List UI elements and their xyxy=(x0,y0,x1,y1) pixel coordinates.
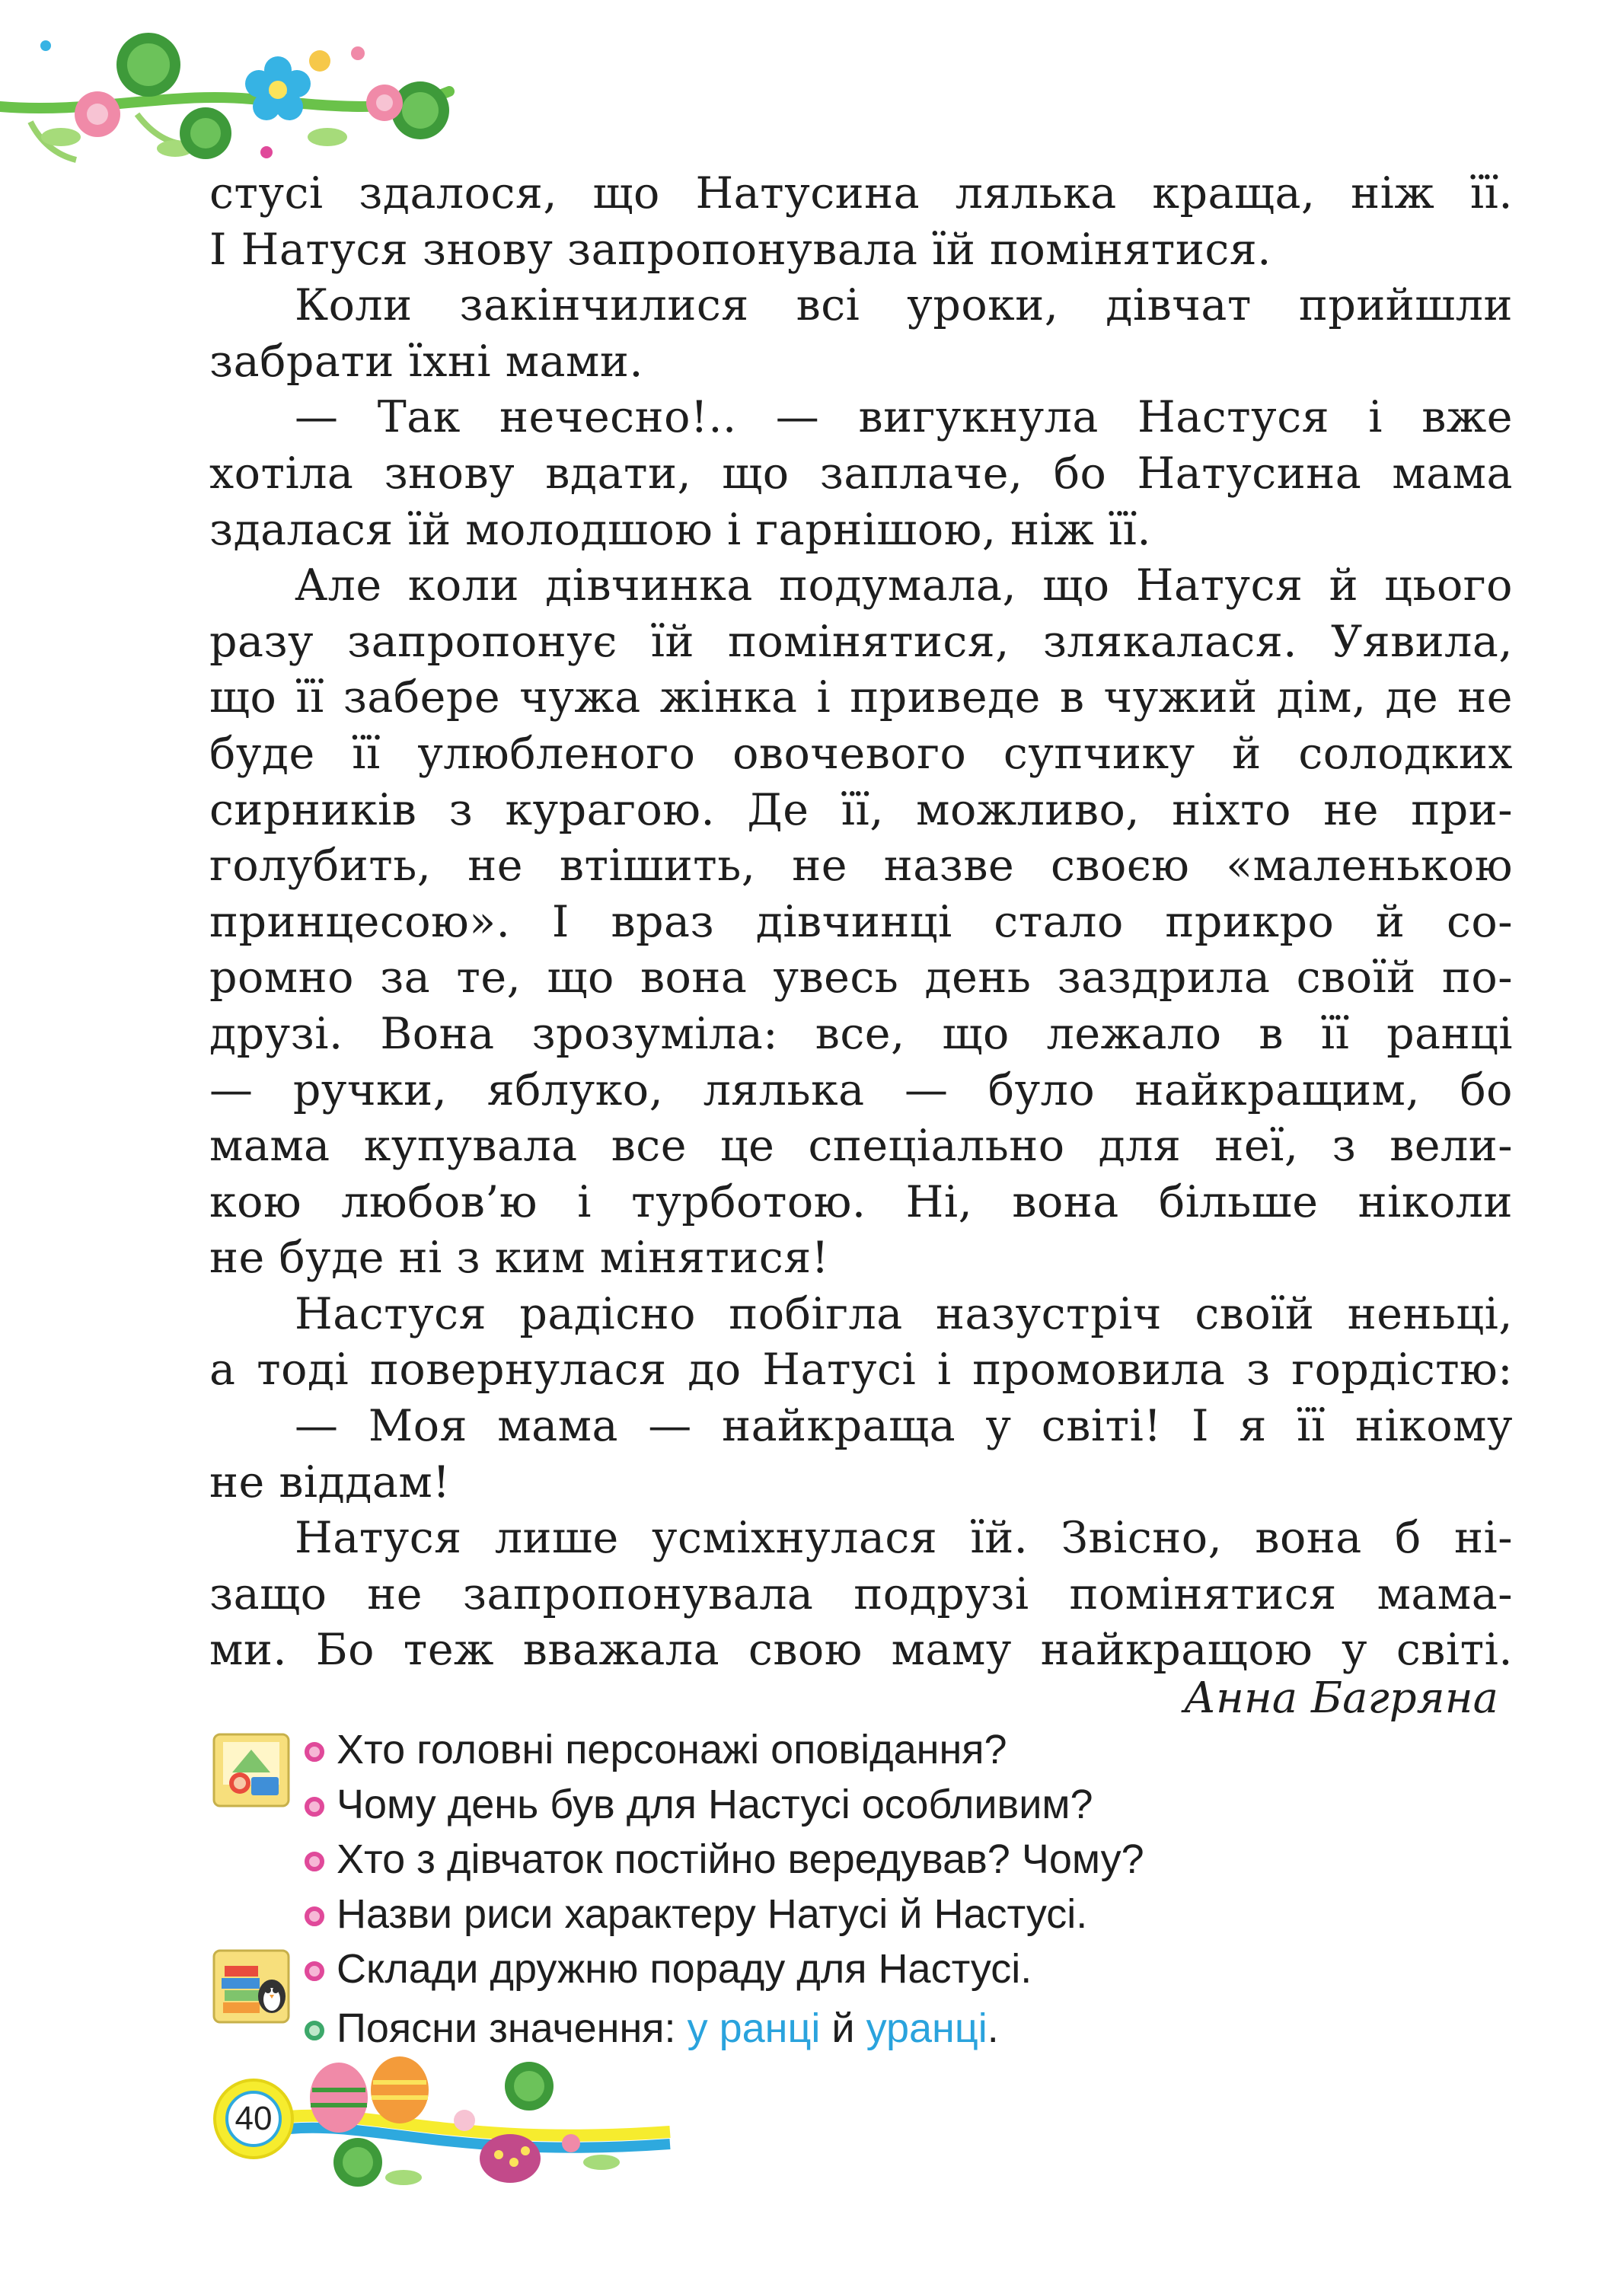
bullet-icon xyxy=(305,2021,324,2040)
story-line: — Моя мама — найкраща у світі! І я її нікому xyxy=(295,1401,1513,1452)
story-line: а тоді повернулася до Натусі і промовила з гордістю: xyxy=(209,1345,1513,1396)
story-line: ромно за те, що вона увесь день заздрила своїй по- xyxy=(209,952,1513,1003)
story-line: ми. Бо теж вважала свою маму найкращою у світі. xyxy=(209,1625,1513,1676)
story-line: Натуся лише усміхнулася їй. Звісно, вона б ні- xyxy=(295,1513,1513,1564)
story-line: разу запропонує їй помінятися, злякалася. Уявила, xyxy=(209,616,1513,667)
page-number-badge xyxy=(213,2079,294,2159)
story-line: не буде ні з ким мінятися! xyxy=(209,1233,830,1284)
reading-card-icon xyxy=(209,1727,293,1811)
story-line: Настуся радісно побігла назустріч своїй неньці, xyxy=(295,1288,1513,1339)
vocab-conjunction: й xyxy=(820,2005,866,2051)
story-line: кою любов’ю і турботою. Ні, вона більше ніколи xyxy=(209,1176,1513,1227)
bullet-icon xyxy=(305,1906,324,1926)
story-text xyxy=(209,166,1513,1679)
vocab-suffix: . xyxy=(987,2005,999,2051)
story-line: Коли закінчилися всі уроки, дівчат прийшли xyxy=(295,280,1513,331)
questions-list xyxy=(305,1722,1447,2056)
question-item xyxy=(305,1722,1447,1777)
floral-border-icon xyxy=(0,0,457,175)
question-item xyxy=(305,1887,1447,1941)
story-line: що її забере чужа жінка і приведе в чужий дім, де не xyxy=(209,672,1513,723)
question-text: Назви риси характеру Натусі й Настусі. xyxy=(337,1891,1088,1937)
story-line: защо не запропонувала подрузі помінятися мама- xyxy=(209,1568,1513,1619)
story-line: принцесою». І враз дівчинці стало прикро й со- xyxy=(209,896,1513,947)
bullet-icon xyxy=(305,1852,324,1871)
story-line: не віддам! xyxy=(209,1456,451,1508)
question-item xyxy=(305,1777,1447,1832)
question-item xyxy=(305,1941,1447,1996)
story-line: Але коли дівчинка подумала, що Натуся й цього xyxy=(295,560,1513,611)
story-line: буде її улюбленого овочевого супчику й солодких xyxy=(209,728,1513,779)
story-line: стусі здалося, що Натусина лялька краща, ніж її. xyxy=(209,168,1513,219)
story-line: забрати їхні мами. xyxy=(209,336,643,387)
question-text: Хто з дівчаток постійно вередував? Чому? xyxy=(337,1836,1144,1882)
bullet-icon xyxy=(305,1797,324,1817)
story-line: І Натуся знову запропонувала їй помінятися. xyxy=(209,224,1271,275)
dictionary-card-icon xyxy=(209,1943,293,2027)
vocab-term: у ранці xyxy=(687,2005,821,2051)
story-author: Анна Багряна xyxy=(1183,1673,1498,1723)
story-line: — ручки, яблуко, лялька — було найкращим, бо xyxy=(209,1064,1513,1115)
question-text: Склади дружню пораду для Настусі. xyxy=(337,1946,1032,1992)
question-text: Чому день був для Настусі особливим? xyxy=(337,1782,1093,1827)
bullet-icon xyxy=(305,1742,324,1762)
page-number: 40 xyxy=(225,2091,282,2147)
vocab-prefix: Поясни значення: xyxy=(337,2005,688,2051)
question-text: Хто головні персонажі оповідання? xyxy=(337,1727,1007,1772)
vocab-term: уранці xyxy=(866,2005,987,2051)
question-item xyxy=(305,1832,1447,1887)
story-line: сирників з курагою. Де її, можливо, ніхто не при- xyxy=(209,784,1513,835)
story-line: — Так нечесно!.. — вигукнула Настуся і вже xyxy=(295,392,1513,443)
story-line: мама купувала все це спеціально для неї, з вели- xyxy=(209,1121,1513,1172)
story-line: друзі. Вона зрозуміла: все, що лежало в її ранці xyxy=(209,1008,1513,1059)
story-line: хотіла знову вдати, що заплаче, бо Натусина мама xyxy=(209,448,1513,499)
bullet-icon xyxy=(305,1961,324,1981)
story-line: здалася їй молодшою і гарнішою, ніж її. xyxy=(209,504,1151,555)
story-line: голубить, не втішить, не назве своєю «маленькою xyxy=(209,841,1513,892)
